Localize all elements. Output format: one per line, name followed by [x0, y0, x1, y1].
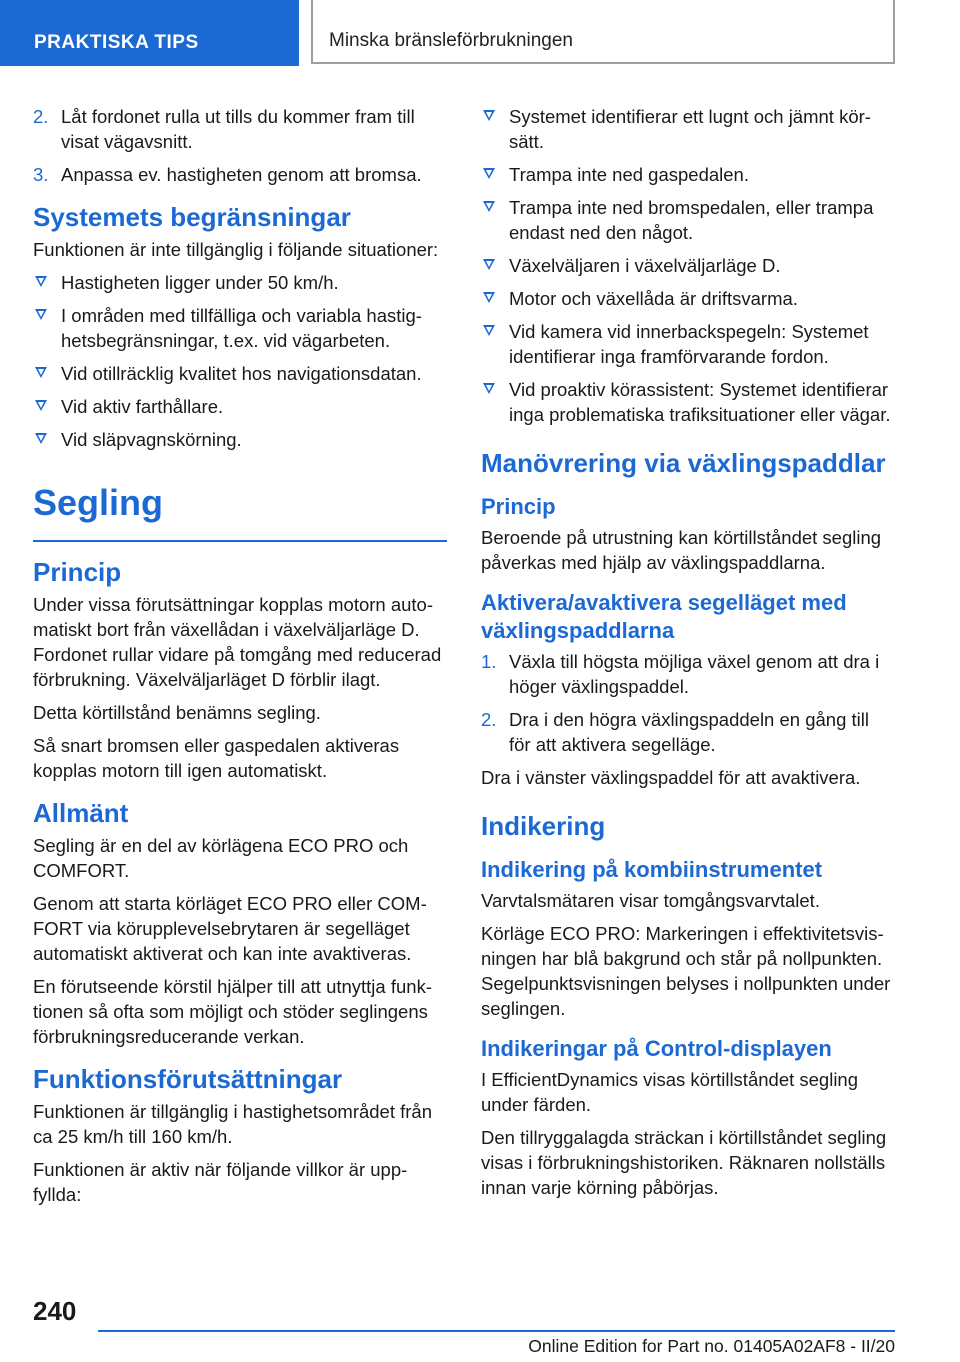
triangle-bullet-icon — [483, 325, 495, 336]
triangle-bullet-icon — [35, 276, 47, 287]
step-text: Låt fordonet rulla ut tills du kommer fram till visat vägavsnitt. — [61, 106, 415, 152]
left-column — [33, 104, 447, 1215]
triangle-bullet-icon — [483, 292, 495, 303]
princip-subheading: Princip — [481, 494, 556, 519]
triangle-bullet-icon — [483, 168, 495, 179]
indikering-heading: Indikering — [481, 811, 606, 841]
limits-heading: Systemets begränsningar — [33, 202, 351, 232]
triangle-bullet-icon — [483, 110, 495, 121]
control-display-paragraph: Den tillryggalagda sträckan i körtillståndet segling visas i förbrukningshistoriken. Räknaren nollställs innan varje körning påbörjas. — [481, 1127, 887, 1198]
section-tab: PRAKTISKA TIPS — [0, 0, 299, 66]
bullet-item — [481, 195, 895, 245]
manovrering-heading: Manövrering via växlingspaddlar — [481, 448, 886, 478]
step-item — [33, 104, 447, 154]
step-item — [33, 162, 447, 187]
triangle-bullet-icon — [483, 383, 495, 394]
bullet-item — [481, 253, 895, 278]
allmant-heading: Allmänt — [33, 798, 129, 828]
allmant-paragraph: Genom att starta körläget ECO PRO eller COMFORT via körupplevelsebrytaren är segelläget automatiskt aktiverat och kan inte avaktiveras. — [33, 893, 427, 964]
step-number: 1. — [481, 651, 497, 672]
bullet-text: Vid släpvagnskörning. — [61, 429, 242, 450]
allmant-paragraph: En förutseende körstil hjälper till att utnyttja funktionen så ofta som möjligt och stöder seglingens förbrukningsreducerande verkan. — [33, 976, 432, 1047]
funk-paragraph: Funktionen är tillgänglig i hastighetsområdet från ca 25 km/h till 160 km/h. — [33, 1101, 433, 1147]
bullet-item — [33, 270, 447, 295]
bullet-item — [481, 286, 895, 311]
princip-heading: Princip — [33, 557, 122, 587]
kombi-paragraph: Varvtalsmätaren visar tomgångsvarvtalet. — [481, 890, 820, 911]
triangle-bullet-icon — [483, 201, 495, 212]
triangle-bullet-icon — [35, 400, 47, 411]
triangle-bullet-icon — [35, 309, 47, 320]
step-number: 2. — [33, 106, 49, 127]
bullet-text: Vid proaktiv körassistent: Systemet identifierar inga problematiska trafiksituationer eller vägar. — [509, 379, 891, 425]
page-number: 240 — [33, 1296, 77, 1326]
chapter-title: Minska bränsleförbrukningen — [311, 0, 895, 64]
step-number: 2. — [481, 709, 497, 730]
step-number: 3. — [33, 164, 49, 185]
kombi-heading: Indikering på kombiinstrumentet — [481, 857, 823, 882]
triangle-bullet-icon — [483, 259, 495, 270]
princip-paragraph: Så snart bromsen eller gaspedalen aktiveras kopplas motorn till igen automatiskt. — [33, 735, 400, 781]
step-text: Växla till högsta möjliga växel genom att dra i höger växlingspaddel. — [509, 651, 880, 697]
bullet-text: Systemet identifierar ett lugnt och jämnt körsätt. — [509, 106, 871, 152]
funktionsforutsattningar-heading: Funktionsförutsättningar — [33, 1064, 343, 1094]
princip-paragraph: Detta körtillstånd benämns segling. — [33, 702, 321, 723]
step-item — [481, 707, 895, 757]
footer-divider — [98, 1330, 895, 1332]
right-column — [481, 104, 895, 1208]
footer-edition: Online Edition for Part no. 01405A02AF8 - II/20 — [528, 1336, 895, 1356]
control-display-paragraph: I EfficientDynamics visas körtillståndet segling under färden. — [481, 1069, 859, 1115]
princip-paragraph: Under vissa förutsättningar kopplas motorn automatiskt bort från växellådan i växelväljarläge D. Fordonet rullar vidare på tomgång med reducerad förbrukning. Växelväljarläget D förblir ilagt. — [33, 594, 442, 690]
segling-heading: Segling — [33, 480, 447, 542]
triangle-bullet-icon — [35, 367, 47, 378]
bullet-item — [481, 377, 895, 427]
bullet-text: Hastigheten ligger under 50 km/h. — [61, 272, 339, 293]
bullet-item — [33, 361, 447, 386]
bullet-text: Växelväljaren i växelväljarläge D. — [509, 255, 781, 276]
bullet-item — [481, 162, 895, 187]
bullet-text: Vid kamera vid innerbackspegeln: Systemet identifierar inga framförvarande fordon. — [509, 321, 869, 367]
princip-paragraph: Beroende på utrustning kan körtillståndet segling påverkas med hjälp av växlingspaddlarna. — [481, 527, 882, 573]
limits-intro: Funktionen är inte tillgänglig i följande situationer: — [33, 239, 439, 260]
triangle-bullet-icon — [35, 433, 47, 444]
funk-paragraph: Funktionen är aktiv när följande villkor är uppfyllda: — [33, 1159, 408, 1205]
aktivera-paragraph: Dra i vänster växlingspaddel för att avaktivera. — [481, 767, 861, 788]
bullet-item — [481, 104, 895, 154]
bullet-text: Vid aktiv farthållare. — [61, 396, 224, 417]
bullet-text: Trampa inte ned bromspedalen, eller trampa endast ned den något. — [509, 197, 874, 243]
step-item — [481, 649, 895, 699]
bullet-item — [33, 394, 447, 419]
bullet-text: I områden med tillfälliga och variabla hastighetsbegränsningar, t.ex. vid vägarbeten. — [61, 305, 422, 351]
control-display-heading: Indikeringar på Control-displayen — [481, 1036, 832, 1061]
bullet-text: Motor och växellåda är driftsvarma. — [509, 288, 798, 309]
page-header — [0, 0, 960, 68]
kombi-paragraph: Körläge ECO PRO: Markeringen i effektivitetsvisningen har blå bakgrund och står på nollpunkten. Segelpunktsvisningen belyses i nollpunkten under seglingen. — [481, 923, 891, 1019]
bullet-text: Trampa inte ned gaspedalen. — [509, 164, 749, 185]
bullet-text: Vid otillräcklig kvalitet hos navigationsdatan. — [61, 363, 422, 384]
bullet-item — [481, 319, 895, 369]
bullet-item — [33, 427, 447, 452]
step-text: Anpassa ev. hastigheten genom att bromsa. — [61, 164, 422, 185]
bullet-item — [33, 303, 447, 353]
aktivera-heading: Aktivera/avaktivera segelläget med växlingspaddlarna — [481, 590, 847, 643]
allmant-paragraph: Segling är en del av körlägena ECO PRO och COMFORT. — [33, 835, 409, 881]
step-text: Dra i den högra växlingspaddeln en gång till för att aktivera segelläge. — [509, 709, 869, 755]
